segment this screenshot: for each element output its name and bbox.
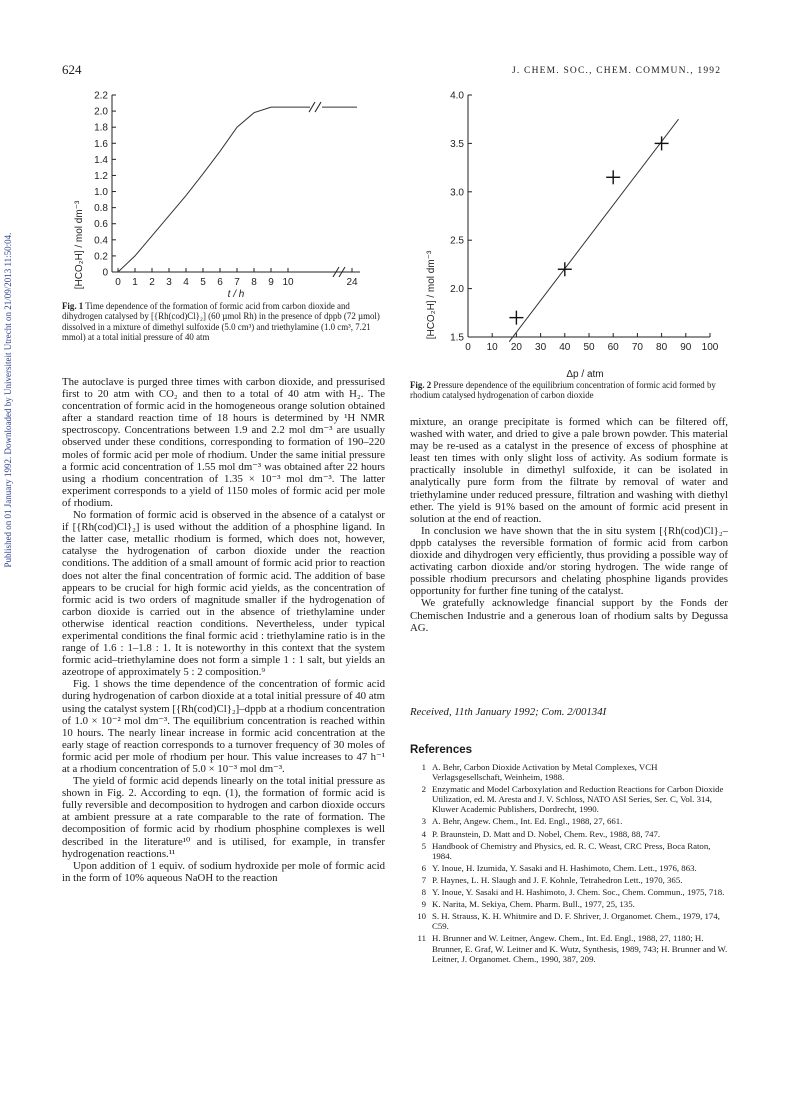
fig1-caption-text: Time dependence of the formation of formic acid from carbon dioxide and dihydrogen catalysed by [{Rh(cod)Cl}₂] (60 µmol Rh) in the presence of dppb (72 µmol) dissolved in a mixture of dimethyl sulfoxide (5.0 cm³) and triethylamine (1.0 cm³, 7.21 mmol) at a total initial pressure of 40 atm [62,301,380,343]
right-para-2: In conclusion we have shown that the in situ system [{Rh(cod)Cl}₂–dppb catalyses the reversible formation of formic acid from carbon dioxide and dihydrogen very efficiently, thus providing a possible way of activating carbon dioxide and/or storing hydrogen. The wide range of possible rhodium precursors and chelating phosphine ligands provides opportunity for further fine tuning of the catalyst. [410,524,728,598]
fig1-y-tick-label: 0 [102,267,108,279]
reference-number: 4 [421,828,426,839]
fig1-caption-label: Fig. 1 [62,301,84,311]
journal-header: J. CHEM. SOC., CHEM. COMMUN., 1992 [512,66,722,76]
fig1-y-tick-label: 1.8 [94,122,108,134]
reference-item [410,887,728,897]
fig2-caption [410,380,728,401]
fig1-y-tick-label: 0.6 [94,219,108,231]
fig2-xlabel: Δp / atm [566,369,604,380]
fig2-y-tick-label: 2.5 [450,235,464,247]
fig1-x-tick-label: 24 [346,277,358,288]
fig2-x-tick-label: 100 [701,342,719,353]
reference-text: A. Behr, Angew. Chem., Int. Ed. Engl., 1988, 27, 661. [432,816,623,827]
fig1-x-tick-label: 1 [132,277,138,288]
left-para-1: The autoclave is purged three times with carbon dioxide, and pressurised first to 20 atm with CO₂ and then to a total of 40 atm with H₂. The concentration of formic acid in the homogeneous orange solution obtained after a standard reaction time of 18 hours is determined by ¹H NMR spectroscopy. Concentrations between 1.9 and 2.2 mol dm⁻³ are usually observed under these conditions, corresponding to formation of 190–220 moles of formic acid per mole of rhodium. Under the same initial pressure a formic acid concentration of 1.55 mol dm⁻³ was obtained after 22 hours using a rhodium concentration of 1.35 × 10⁻³ mol dm⁻³. The latter experiment corresponds to a yield of 1150 moles of formic acid per mole of rhodium. [62,376,385,509]
fig1-x-tick-label: 8 [251,277,257,288]
fig2-y-tick-label: 3.5 [450,138,464,150]
fig1-ylabel: [HCO₂H] / mol dm⁻³ [74,200,85,290]
fig2-x-tick-label: 40 [559,342,571,353]
fig1-series-line [118,107,357,272]
received-line: Received, 11th January 1992; Com. 2/00134I [410,706,607,718]
fig2-y-tick-label: 2.0 [450,284,464,296]
fig2-x-tick-label: 80 [656,342,668,353]
reference-number: 3 [421,816,426,827]
reference-number: 8 [421,887,426,898]
fig1-y-tick-label: 2.2 [94,90,108,102]
fig2-x-tick-label: 70 [631,342,643,353]
fig1-x-tick-label: 0 [115,277,121,288]
fig1-x-tick-label: 7 [234,277,240,288]
reference-text: K. Narita, M. Sekiya, Chem. Pharm. Bull., 1977, 25, 135. [432,899,635,910]
reference-item [410,784,728,814]
reference-text: Y. Inoue, Y. Sasaki and H. Hashimoto, J. Chem. Soc., Chem. Commun., 1975, 718. [432,887,725,898]
fig2-ylabel: [HCO₂H] / mol dm⁻³ [426,250,437,340]
fig1-chart [60,85,380,300]
right-column [410,416,728,634]
fig2-y-tick-label: 1.5 [450,332,464,344]
reference-number: 2 [421,784,426,795]
reference-number: 6 [421,862,426,873]
fig2-points [509,136,668,324]
reference-text: Y. Inoue, H. Izumida, Y. Sasaki and H. Hashimoto, Chem. Lett., 1976, 863. [432,862,697,873]
left-para-2: No formation of formic acid is observed in the absence of a catalyst or if [{Rh(cod)Cl}₂] is used without the addition of a phosphine ligand. In the latter case, metallic rhodium is formed, which does not, however, catalyse the hydrogenation of carbon dioxide under the reaction conditions. The addition of a small amount of formic acid prior to reaction does not alter the final concentration of formic acid. The addition of base appears to be crucial for high formic acid yields, as the concentration of formic acid is two orders of magnitude smaller if the hydrogenation of carbon dioxide is carried out in the absence of triethylamine under otherwise identical reaction conditions. Nevertheless, under typical experimental conditions the final formic acid : triethylamine ratio is in the range of 1.6 : 1–1.8 : 1. It is noteworthy in this context that the system formic acid–triethylamine does not form a simple 1 : 1 salt, but yields an azeotrope of approximately 5 : 2 composition.⁹ [62,509,385,679]
download-note: Published on 01 January 1992. Downloaded by Universiteit Utrecht on 21/09/2013 11:50:04. [3,232,13,568]
page-number: 624 [62,62,82,77]
fig2-x-tick-label: 90 [680,342,692,353]
reference-text: Handbook of Chemistry and Physics, ed. R. C. Weast, CRC Press, Boca Raton, 1984. [432,840,711,861]
reference-number: 9 [421,899,426,910]
fig2-chart [420,85,740,380]
fig1-xlabel: t / h [227,289,245,300]
fig2-x-tick-label: 10 [486,342,498,353]
reference-number: 10 [417,911,426,922]
fig2-data-point [606,170,620,184]
fig2-data-point [509,311,523,325]
fig2-x-tick-label: 50 [583,342,595,353]
fig2-x-tick-label: 0 [465,342,471,353]
fig1-axis-break [309,102,345,277]
reference-text: A. Behr, Carbon Dioxide Activation by Metal Complexes, VCH Verlagsgesellschaft, Weinheim, 1988. [432,762,658,783]
fig1-y-tick-label: 1.4 [94,154,108,166]
fig1-x-tick-label: 3 [166,277,172,288]
fig2-x-tick-label: 60 [607,342,619,353]
reference-text: P. Haynes, L. H. Slaugh and J. F. Kohnle, Tetrahedron Lett., 1970, 365. [432,874,683,885]
fig1-y-tick-label: 1.6 [94,138,108,150]
reference-text: P. Braunstein, D. Matt and D. Nobel, Chem. Rev., 1988, 88, 747. [432,828,661,839]
fig1-x-tick-label: 5 [200,277,206,288]
reference-item [410,933,728,963]
fig1-x-tick-label: 9 [268,277,274,288]
reference-number: 1 [421,762,426,772]
fig1-caption [62,301,390,343]
fig1-y-tick-label: 0.2 [94,251,108,263]
fig1-axes [112,95,360,272]
reference-number: 5 [421,840,426,851]
reference-item [410,899,728,909]
download-sidebar [0,120,18,680]
fig2-x-tick-label: 20 [510,342,522,353]
fig1-x-tick-label: 2 [149,277,155,288]
reference-item [410,875,728,885]
fig2-fit-line [509,119,678,342]
reference-text: S. H. Strauss, K. H. Whitmire and D. F. Shriver, J. Organomet. Chem., 1979, 174, C59. [432,911,720,932]
fig2-caption-text: Pressure dependence of the equilibrium concentration of formic acid formed by rhodium catalysed hydrogenation of carbon dioxide [410,380,716,401]
left-column [62,376,385,884]
fig2-y-tick-label: 3.0 [450,187,464,199]
fig1-y-tick-label: 1.0 [94,187,108,199]
reference-item [410,829,728,839]
fig2-axes [468,95,710,337]
fig1-y-tick-label: 0.4 [94,235,108,247]
fig1-y-tick-label: 2.0 [94,106,108,118]
fig1-y-tick-label: 1.2 [94,170,108,182]
references-heading: References [410,744,473,756]
fig1-y-tick-label: 0.8 [94,203,108,215]
left-para-4: The yield of formic acid depends linearly on the total initial pressure as shown in Fig. 2. According to eqn. (1), the formation of formic acid is fully reversible and decomposition to hydrogen and carbon dioxide occurs at ambient pressure at a rate comparable to the rate of formation. The decomposition of formic acid by rhodium phosphine complexes is well described in the literature¹⁰ and is utilised, for example, in transfer hydrogenation reactions.¹¹ [62,775,385,860]
references-list [410,762,728,966]
fig1-x-tick-label: 6 [217,277,223,288]
fig1-break-mark [315,102,321,112]
fig1-x-tick-label: 10 [282,277,294,288]
fig2-x-tick-label: 30 [535,342,547,353]
reference-text: H. Brunner and W. Leitner, Angew. Chem., Int. Ed. Engl., 1988, 27, 1180; H. Brunner, E. Graf, W. Leitner and K. Wutz, Synthesis, 1989, 743; H. Brunner and W. Leitner, J. Organomet. Chem., 1990, 387, 209. [432,933,728,964]
reference-item [410,863,728,873]
fig2-caption-label: Fig. 2 [410,380,432,390]
reference-item [410,816,728,826]
fig2-data-point [558,262,572,276]
reference-number: 7 [421,874,426,885]
right-para-3: We gratefully acknowledge financial support by the Fonds der Chemischen Industrie and a generous loan of rhodium salts by Degussa AG. [410,597,728,634]
reference-item [410,841,728,861]
fig2-y-tick-label: 4.0 [450,90,464,102]
left-para-5: Upon addition of 1 equiv. of sodium hydroxide per mole of formic acid in the form of 10% aqueous NaOH to the reaction [62,859,385,884]
left-para-3: Fig. 1 shows the time dependence of the concentration of formic acid during hydrogenation of carbon dioxide at a total initial pressure of 40 atm using the catalyst system [{Rh(cod)Cl}₂]–dppb at a rhodium concentration of 1.0 × 10⁻² mol dm⁻³. The equilibrium concentration is reached within 10 hours. The nearly linear increase in formic acid concentration at the early stage of reaction corresponds to a turnover frequency of 30 moles of formic acid per mole of rhodium per hour. This value increases to 47 h⁻¹ at a rhodium concentration of 5.0 × 10⁻³ mol dm⁻³. [62,678,385,775]
reference-item [410,911,728,931]
fig2-ticks [450,91,719,354]
fig1-x-tick-label: 4 [183,277,189,288]
reference-text: Enzymatic and Model Carboxylation and Reduction Reactions for Carbon Dioxide Utilization, ed. M. Aresta and J. V. Schloss, NATO ASI Series, Ser. C, Vol. 314, Kluwer Academic Publishers, Dordrecht, 1990. [432,784,724,815]
reference-item [410,762,728,782]
right-para-1: mixture, an orange precipitate is formed which can be filtered off, washed with water, and dried to give a pale brown powder. This material may be re-used as a catalyst in the presence of excess of phosphine at least ten times with only slight loss of activity. As sodium formate is practically insoluble in dimethyl sulfoxide, it can be isolated in analytically pure form from the filtrate by removal of water and triethylamine under reduced pressure, filtration and washing with diethyl ether. The yield is 91% based on the amount of formic acid present in solution at the end of reaction. [410,416,728,525]
fig1-ticks [94,91,358,289]
reference-number: 11 [417,933,426,944]
